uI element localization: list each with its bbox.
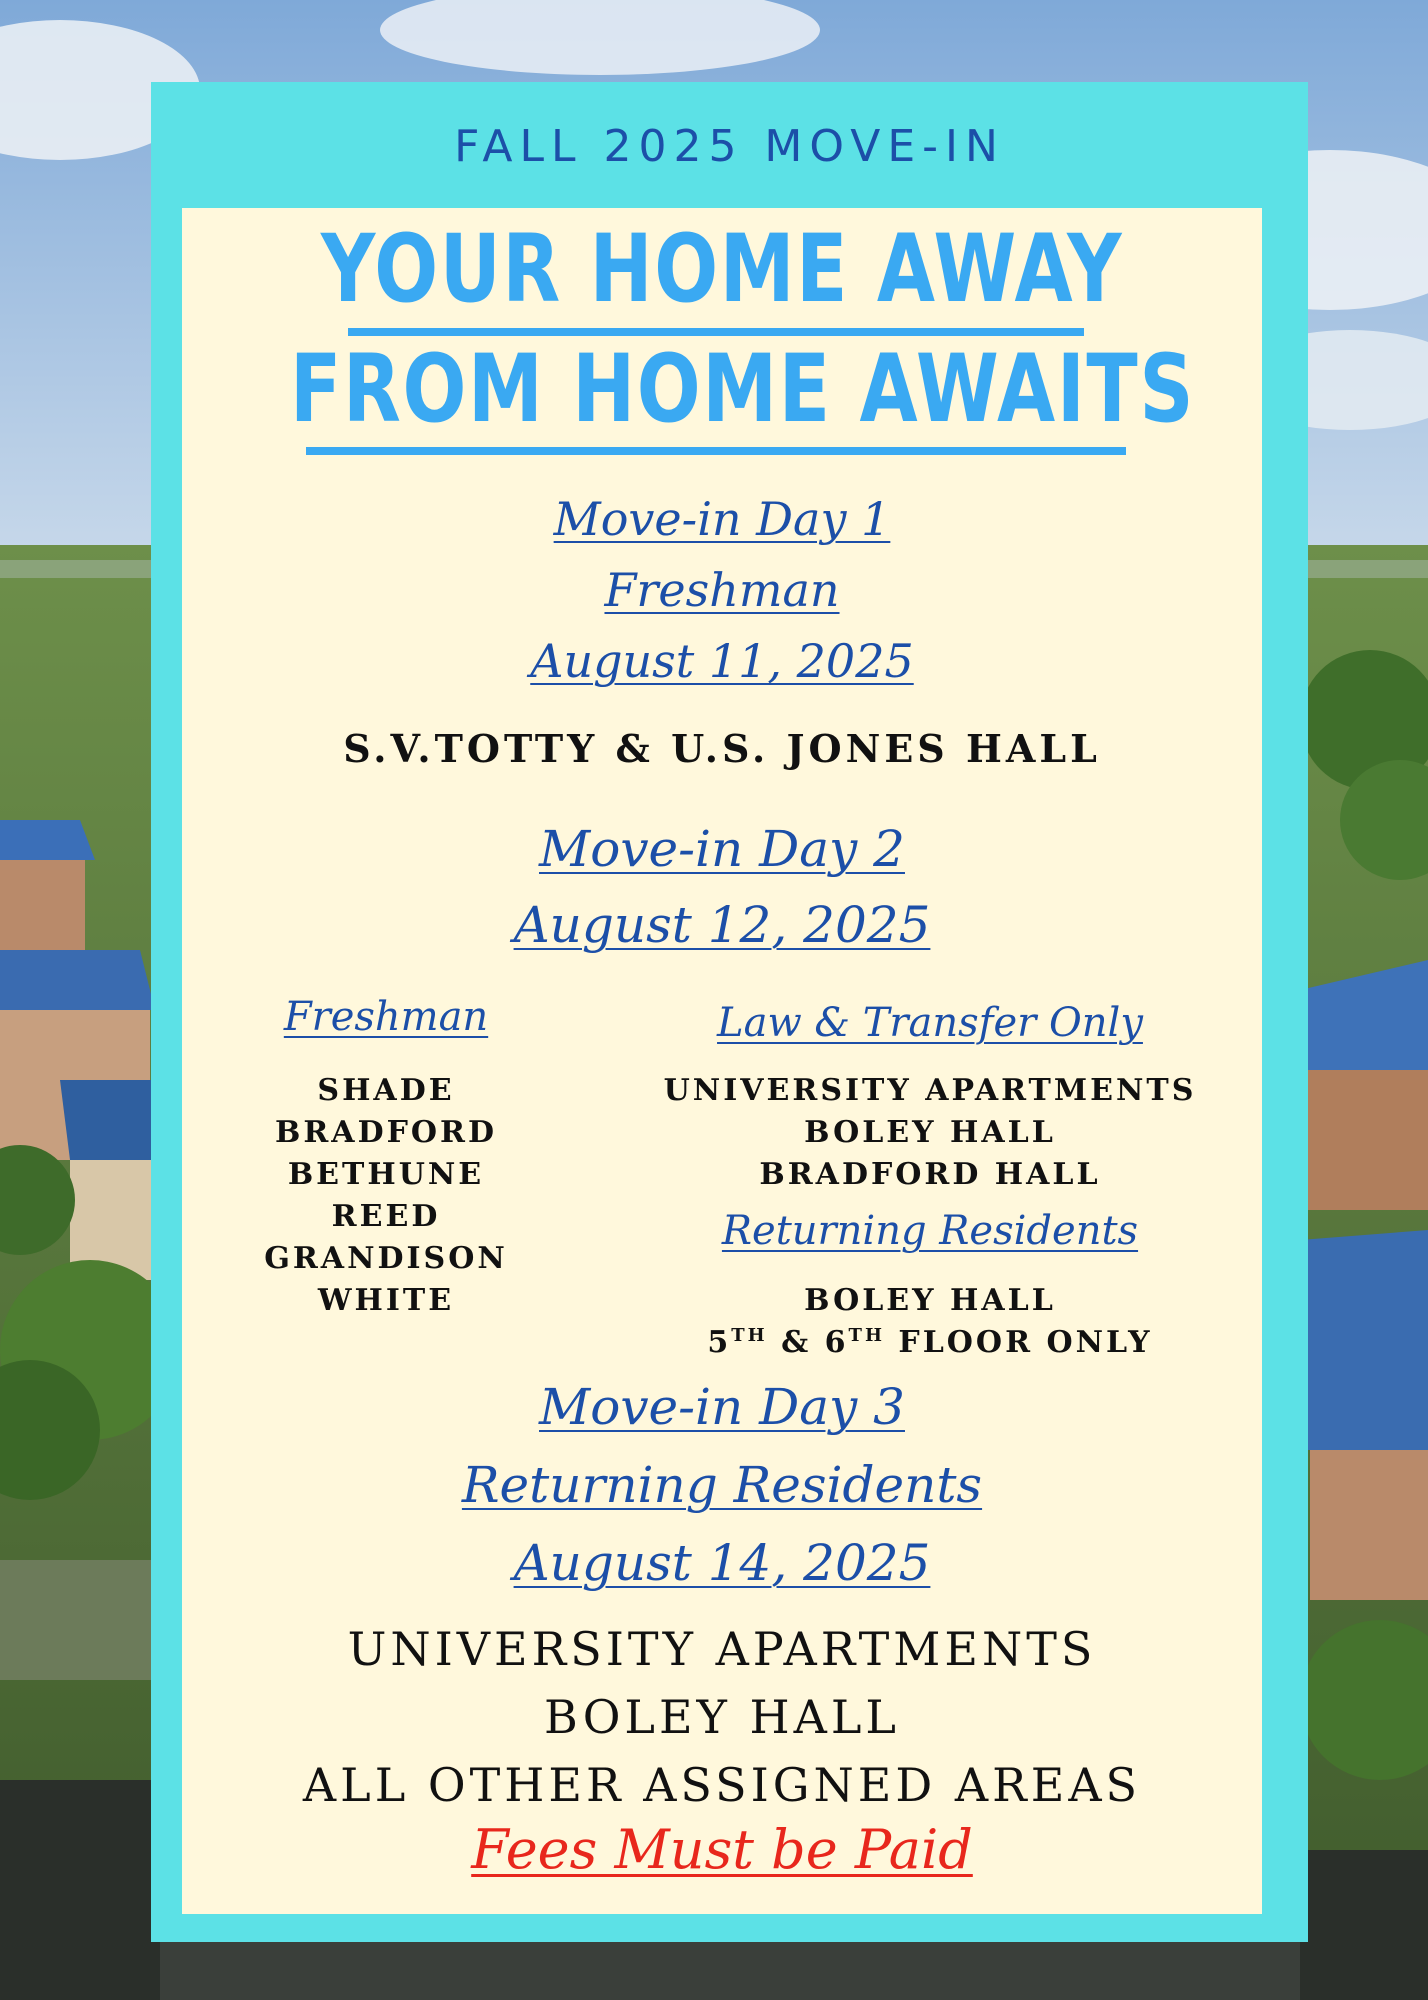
day3-hall-1: UNIVERSITY APARTMENTS [347, 1622, 1097, 1676]
day2-freshman-halls [236, 1070, 536, 1322]
day1-halls: S.V.TOTTY & U.S. JONES HALL [343, 726, 1101, 771]
freshman-hall: SHADE [317, 1073, 455, 1108]
day1-title: Move-in Day 1 [553, 492, 891, 546]
freshman-hall: BETHUNE [287, 1157, 485, 1192]
day3-title: Move-in Day 3 [539, 1378, 905, 1436]
fees-notice: Fees Must be Paid [471, 1818, 973, 1881]
freshman-hall: REED [331, 1199, 441, 1234]
floor-5: 5 [707, 1325, 732, 1360]
day2-law-transfer-halls [640, 1070, 1220, 1196]
freshman-hall: GRANDISON [264, 1241, 508, 1276]
returning-hall: BOLEY HALL [804, 1283, 1056, 1318]
law-transfer-hall: UNIVERSITY APARTMENTS [663, 1073, 1197, 1108]
day2-returning-heading: Returning Residents [721, 1208, 1139, 1254]
floor-6-suffix: TH [848, 1325, 885, 1346]
headline-line-1: YOUR HOME AWAY [320, 215, 1124, 324]
day2-freshman-heading: Freshman [283, 994, 489, 1040]
floor-5-suffix: TH [731, 1325, 768, 1346]
floor-rest: FLOOR ONLY [898, 1325, 1153, 1360]
headline-line-1-wrap [182, 215, 1262, 324]
kicker-title: FALL 2025 MOVE-IN [454, 121, 1005, 172]
day3-date: August 14, 2025 [513, 1534, 931, 1592]
floor-6: 6 [824, 1325, 849, 1360]
law-transfer-hall: BOLEY HALL [804, 1115, 1056, 1150]
day2-title: Move-in Day 2 [539, 820, 905, 878]
returning-floors [640, 1322, 1220, 1364]
day2-law-transfer-heading: Law & Transfer Only [717, 1000, 1143, 1046]
freshman-hall: WHITE [317, 1283, 455, 1318]
headline-line-2-wrap [182, 335, 1262, 444]
headline-underline-2 [306, 447, 1126, 455]
law-transfer-hall: BRADFORD HALL [759, 1157, 1101, 1192]
day1-date: August 11, 2025 [530, 634, 914, 688]
floor-amp: & [781, 1325, 812, 1360]
headline-line-2: FROM HOME AWAITS [290, 335, 1196, 444]
day2-returning-details [640, 1280, 1220, 1364]
day3-hall-3: ALL OTHER ASSIGNED AREAS [302, 1758, 1142, 1812]
day1-group: Freshman [604, 563, 840, 617]
day2-date: August 12, 2025 [513, 896, 931, 954]
day3-group: Returning Residents [461, 1456, 983, 1514]
freshman-hall: BRADFORD [275, 1115, 497, 1150]
day3-hall-2: BOLEY HALL [544, 1690, 900, 1744]
